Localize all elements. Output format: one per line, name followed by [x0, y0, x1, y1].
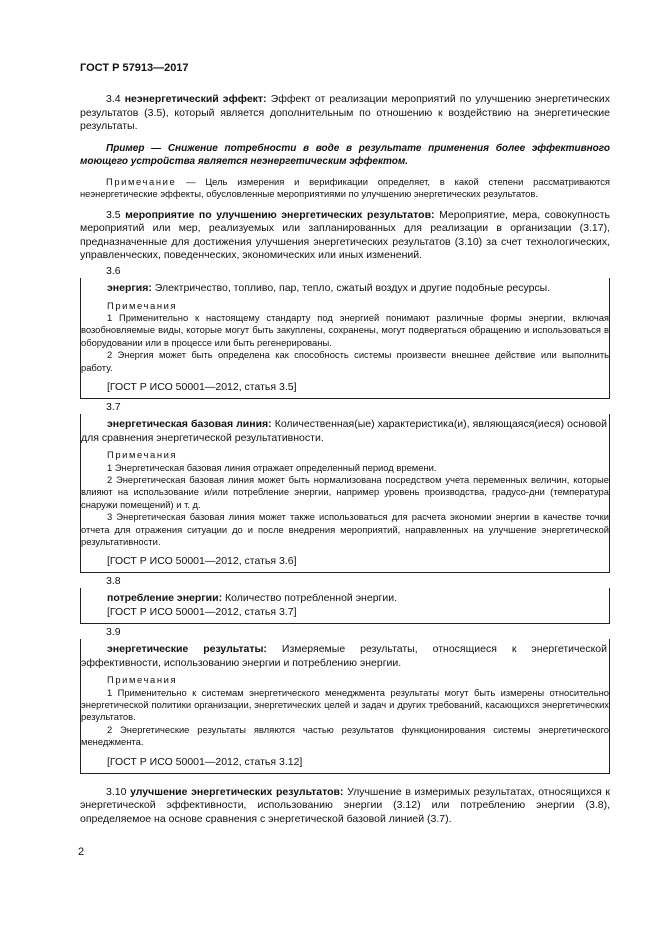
term-number-3-6: 3.6: [106, 264, 121, 277]
note-text: — Цель измерения и верификации определяет, в какой степени рассматриваются неэнергетические эффекты, обусловленные мероприятиями по улучшению энергетических результатов.: [80, 175, 610, 200]
document-header: ГОСТ Р 57913—2017: [80, 62, 189, 74]
term-3-6: [81, 282, 609, 296]
term-title: энергия:: [107, 281, 152, 294]
notes-label: Примечания: [107, 674, 178, 686]
term-title: улучшение энергетических результатов:: [130, 785, 344, 798]
source-reference: [ГОСТ Р ИСО 50001—2012, статья 3.5]: [107, 381, 297, 393]
term-3-9: [81, 643, 609, 670]
notes-label: Примечания: [107, 449, 178, 461]
term-number-3-7: 3.7: [106, 401, 121, 413]
note-item: 1 Применительно к настоящему стандарту под энергией понимают различные формы энергии, включая возобновляемые виды, которые могут быть закуплены, сохранены, могут подвергаться обращению и использоваться в оборудовании или в процессе или быть регенерированы.: [81, 311, 609, 348]
term-3-5: [80, 209, 610, 263]
notes-label: Примечания: [107, 299, 178, 311]
term-title: энергетическая базовая линия:: [107, 418, 272, 430]
example-3-4: Пример — Снижение потребности в воде в результате применения более эффективного моющего устройства является неэнергетическим эффектом.: [80, 142, 610, 167]
note-item: 1 Применительно к системам энергетического менеджмента результаты могут быть измерены относительно энергетической политики организации, энергетических целей и задач и других требований, касающихся энергетических результатов.: [81, 686, 609, 723]
source-reference: [ГОСТ Р ИСО 50001—2012, статья 3.12]: [107, 755, 303, 768]
note-3-4: [80, 176, 610, 201]
term-box-3-6: [80, 278, 610, 399]
term-3-7: [81, 418, 609, 445]
page-content: [80, 93, 610, 826]
term-title: энергетические результаты:: [107, 643, 267, 656]
term-box-3-8: [80, 588, 610, 624]
term-definition: Улучшение в измеримых результатах, относящихся к энергетической эффективности, использованию энергии (3.12) или потреблению энергии (3.8), определяемое на основе сравнения с энергетической базовой линией (3.7).: [80, 785, 610, 825]
term-definition: Эффект от реализации мероприятий по улучшению энергетических результатов (3.5), который является дополнительным по отношению к воздействию на энергетические результаты.: [80, 93, 610, 133]
term-3-8: [81, 592, 609, 606]
term-number: 3.10: [106, 785, 127, 798]
term-number: 3.4: [106, 93, 121, 105]
note-item: 2 Энергетическая базовая линия может быть нормализована посредством учета переменных величин, которые влияют на использование и/или потребление энергии, например уровень производства, градусо-дни (температура снаружи помещений) и т. д.: [81, 474, 609, 510]
term-definition: Мероприятие, мера, совокупность мероприятий или мер, реализуемых или запланированных для реализации в организации (3.17), предназначенные для достижения улучшения энергетических результатов (3.10) за счет технологических, управленческих, поведенческих, экономических или иных изменений.: [80, 208, 611, 262]
term-number-3-8: 3.8: [106, 575, 121, 588]
term-number: 3.5: [106, 208, 121, 221]
term-number-3-9: 3.9: [106, 626, 121, 639]
term-definition: Количественная(ые) характеристика(и), являющаяся(иеся) основой для сравнения энергетической результативности.: [81, 418, 607, 444]
term-box-3-9: [80, 639, 610, 774]
source-reference: [ГОСТ Р ИСО 50001—2012, статья 3.7]: [107, 606, 297, 619]
note-item: 2 Энергетические результаты являются частью результатов функционирования системы энергетического менеджмента.: [81, 723, 609, 748]
note-label: Примечание: [106, 175, 177, 187]
term-3-4: [80, 93, 610, 134]
term-title: неэнергетический эффект:: [124, 93, 267, 105]
source-reference: [ГОСТ Р ИСО 50001—2012, статья 3.6]: [107, 555, 297, 568]
note-item: 3 Энергетическая базовая линия может также использоваться для расчета экономии энергии в качестве точки отчета для отражения ситуации до и после внедрения мероприятий, направленных на улучшение энергетической результативности.: [81, 511, 609, 548]
term-title: потребление энергии:: [107, 592, 223, 605]
term-definition: Измеряемые результаты, относящиеся к энергетической эффективности, использованию энергии и потреблению энергии.: [81, 643, 607, 669]
page-number: 2: [78, 846, 85, 858]
term-3-10: [80, 786, 610, 827]
term-definition: Электричество, топливо, пар, тепло, сжатый воздух и другие подобные ресурсы.: [154, 281, 551, 294]
note-item: 2 Энергия может быть определена как способность системы произвести внешнее действие или выполнить работу.: [81, 349, 609, 373]
term-definition: Количество потребленной энергии.: [225, 592, 398, 605]
term-title: мероприятие по улучшению энергетических результатов:: [125, 208, 435, 221]
term-box-3-7: [80, 414, 610, 573]
note-item: 1 Энергетическая базовая линия отражает определенный период времени.: [107, 461, 437, 473]
